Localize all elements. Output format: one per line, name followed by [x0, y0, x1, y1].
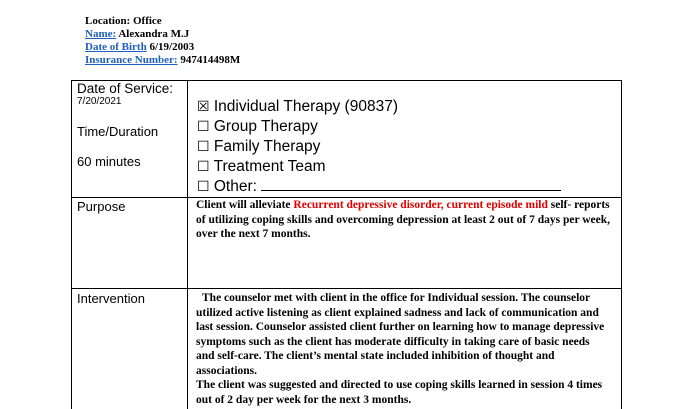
row-divider-intervention — [71, 288, 622, 289]
name-value: Alexandra M.J — [118, 28, 190, 40]
location-label: Location: — [85, 15, 131, 27]
other-blank-line[interactable] — [261, 178, 561, 191]
purpose-diagnosis-highlight: Recurrent depressive disorder, current episode mild — [293, 199, 548, 211]
intervention-label: Intervention — [77, 291, 145, 306]
dob-label: Date of Birth — [85, 41, 147, 53]
dob-line — [85, 41, 194, 54]
unchecked-box-icon[interactable]: ☐ — [197, 138, 210, 154]
location-value: Office — [132, 15, 162, 27]
purpose-text-prefix: Client will alleviate — [196, 199, 294, 211]
date-of-service-value: 7/20/2021 — [77, 96, 122, 107]
option-label: Treatment Team — [213, 158, 326, 175]
time-duration-value: 60 minutes — [77, 154, 141, 169]
dob-value: 6/19/2003 — [149, 41, 195, 53]
session-note-table — [71, 80, 622, 409]
name-label: Name: — [85, 28, 117, 40]
location-line — [85, 15, 162, 28]
checked-box-icon[interactable]: ☒ — [197, 98, 210, 114]
table-column-divider — [187, 80, 188, 409]
option-other — [197, 176, 561, 197]
date-of-service-label: Date of Service: — [77, 81, 174, 96]
option-group-therapy — [197, 116, 318, 137]
option-label: Family Therapy — [213, 138, 321, 155]
unchecked-box-icon[interactable]: ☐ — [197, 118, 210, 134]
time-duration-label: Time/Duration — [77, 124, 159, 139]
intervention-text — [196, 291, 611, 407]
unchecked-box-icon[interactable]: ☐ — [197, 158, 210, 174]
insurance-line — [85, 54, 240, 67]
option-label: Individual Therapy (90837) — [213, 98, 398, 115]
purpose-label: Purpose — [77, 199, 126, 214]
option-treatment-team — [197, 156, 326, 177]
unchecked-box-icon[interactable]: ☐ — [197, 178, 210, 194]
table-border-left — [71, 80, 72, 409]
table-border-right — [621, 80, 622, 409]
option-label: Group Therapy — [213, 118, 318, 135]
purpose-text — [196, 198, 611, 242]
option-individual-therapy — [197, 96, 398, 117]
insurance-label: Insurance Number: — [85, 54, 178, 66]
purpose-text-rest: self- reports of utilizing coping skills and overcoming depression at least 2 out of 7 days per week, over the next 7 months. — [196, 199, 611, 240]
option-family-therapy — [197, 136, 320, 157]
intervention-paragraph-2: The client was suggested and directed to use coping skills learned in session 4 times out of 2 day per week for the next 3 months. — [196, 379, 603, 406]
intervention-paragraph-1: The counselor met with client in the office for Individual session. The counselor utilized active listening as client explained sadness and lack of communication and last session. Counselor assisted client further on learning how to manage depressive symptoms such as the client has moderate difficulty in taking care of basic needs and self-care. The client’s mental state included inhibition of thought and associations. — [196, 292, 605, 377]
option-label: Other: — [213, 178, 257, 195]
insurance-value: 947414498M — [180, 54, 241, 66]
name-line — [85, 28, 189, 41]
